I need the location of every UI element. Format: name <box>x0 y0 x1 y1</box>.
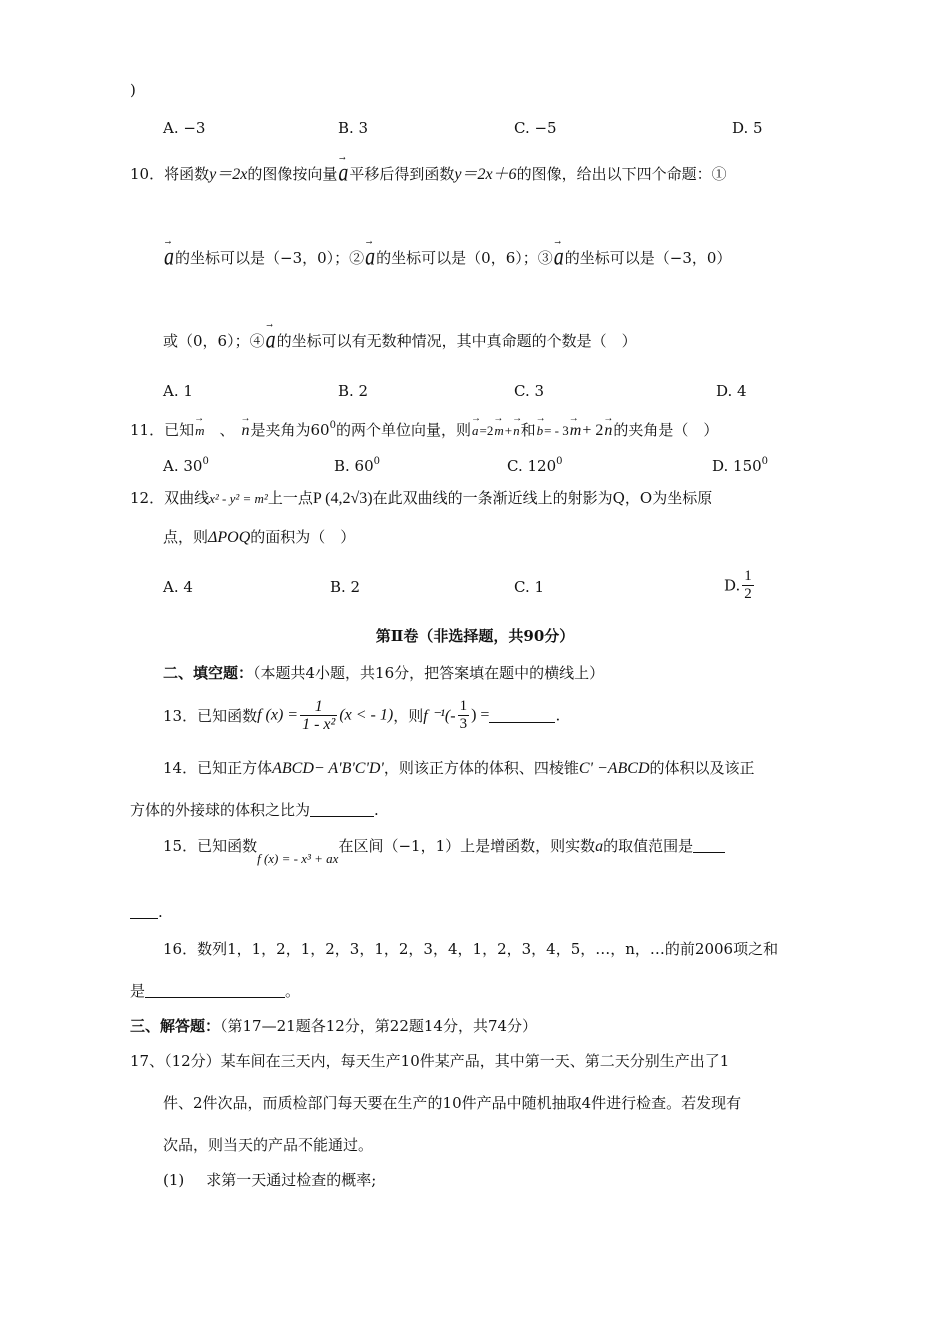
q9-paren: ) <box>130 81 136 99</box>
q14-text: ，则该正方体的体积、四棱锥 <box>383 759 579 777</box>
q11-text: 是夹角为60 <box>250 421 330 439</box>
q13-text: ，则 <box>393 707 424 725</box>
q10-text: 的坐标可以有无数种情况，其中真命题的个数是（ ） <box>276 332 637 350</box>
q11-expr: = - 3 <box>544 423 569 438</box>
q14-line1 <box>163 758 755 779</box>
q10-text: 的图像按向量 <box>247 165 338 183</box>
q10-option-c: C. 3 <box>514 382 545 400</box>
q12-text: 的面积为（ ） <box>250 528 356 546</box>
q10-func2: y＝2x＋6 <box>454 166 517 183</box>
vector-a: → a <box>266 328 276 353</box>
q16-end: 。 <box>285 982 301 1000</box>
q12-number: 12．双曲线 <box>130 489 210 507</box>
section2-label: 二、填空题： <box>163 664 254 682</box>
q10-text: 平移后得到函数 <box>349 165 455 183</box>
hyperbola-equation: x² - y² = m² <box>209 491 268 506</box>
q10-number: 10．将函数 <box>130 165 210 183</box>
q16-text: 是 <box>130 982 146 1000</box>
q10-line1 <box>130 159 727 187</box>
triangle-poq: ΔPOQ <box>208 529 251 546</box>
q10-text: 或（0，6）；④ <box>163 332 265 350</box>
q11-option-d <box>712 452 768 476</box>
q11-expr: =2 <box>479 423 494 438</box>
q13-line <box>163 698 560 733</box>
vector-a: → a <box>472 421 479 441</box>
q10-text: 的坐标可以是（−3，0）；② <box>175 249 365 267</box>
q12-option-d-label: D. <box>724 576 741 595</box>
q12-option-d <box>724 568 756 603</box>
q16-line2 <box>130 981 300 1001</box>
degree-mark: 0 <box>761 456 769 467</box>
q15-text: 在区间（−1，1）上是增函数，则实数 <box>338 837 596 855</box>
q14-line2 <box>130 800 379 820</box>
degree-mark: 0 <box>556 456 563 467</box>
point-p: P (4,2√3) <box>312 490 373 507</box>
fraction-one-third <box>458 698 470 733</box>
vector-m: → m <box>494 421 503 441</box>
vector-a: → a <box>365 245 375 270</box>
q15-function: f (x) = - x³ + ax <box>257 851 339 866</box>
vector-b: → b <box>537 421 544 441</box>
q11-option-c-text: C. 120 <box>507 457 557 475</box>
q9-option-c: C. −5 <box>514 119 557 137</box>
fraction-numerator: 1 <box>300 698 337 716</box>
q10-option-b: B. 2 <box>338 382 369 400</box>
q12-text: 在此双曲线的一条渐近线上的射影为Q，O为坐标原 <box>372 489 713 507</box>
vector-a: → a <box>164 245 174 270</box>
answer-blank[interactable] <box>310 802 374 817</box>
q11-sep: 、 <box>219 421 235 439</box>
vector-m: → m <box>570 421 582 441</box>
vector-a: → a <box>554 245 564 270</box>
q11-option-b-text: B. 60 <box>334 457 374 475</box>
answer-blank[interactable] <box>145 983 285 998</box>
q14-text: 的体积以及该正 <box>649 759 755 777</box>
inverse-function: f ⁻¹(- <box>423 707 456 725</box>
vector-n: → n <box>242 421 250 441</box>
q12-line2 <box>163 527 355 548</box>
q11-option-a-text: A. 30 <box>163 457 203 475</box>
part2-title: 第Ⅱ卷（非选择题，共90分） <box>375 627 575 645</box>
cube-notation: ABCD− A'B'C'D' <box>272 760 384 777</box>
fraction-numerator: 1 <box>459 698 468 714</box>
q12-text: 点，则 <box>163 528 209 546</box>
q15-line2 <box>130 902 163 922</box>
vector-n: → n <box>604 421 612 441</box>
vector-m: → m <box>195 421 204 441</box>
section2-note: （本题共4小题，共16分，把答案填在题中的横线上） <box>253 664 605 682</box>
q13-number: 13．已知函数 <box>163 707 258 725</box>
vector-a: → a <box>338 161 348 186</box>
q10-text: 的坐标可以是（0，6）；③ <box>376 249 553 267</box>
q17-sub1-number: (1) <box>163 1171 185 1189</box>
q15-end: . <box>158 903 163 921</box>
q12-line1 <box>130 488 712 509</box>
q13-fraction <box>300 698 337 733</box>
section2-heading <box>163 663 604 683</box>
q10-text: 的图像，给出以下四个命题：① <box>516 165 727 183</box>
q10-text: 的坐标可以是（−3，0） <box>564 249 732 267</box>
answer-blank[interactable] <box>693 838 725 853</box>
q15-line1 <box>163 836 725 866</box>
degree-mark: 0 <box>329 420 336 431</box>
fraction-denominator: 3 <box>459 716 468 732</box>
q11-number: 11．已知 <box>130 421 195 439</box>
q13-end: . <box>555 706 561 725</box>
q11-expr: + <box>504 423 513 438</box>
q10-func1: y＝2x <box>209 166 248 183</box>
q11-expr: + 2 <box>582 422 604 439</box>
degree-mark: 0 <box>373 456 381 467</box>
pyramid-notation: C' −ABCD <box>578 760 650 777</box>
q14-text: 方体的外接球的体积之比为 <box>130 801 311 819</box>
q11-line1 <box>130 416 718 441</box>
q15-number: 15．已知函数 <box>163 837 258 855</box>
q11-option-b <box>334 452 380 476</box>
q12-option-a: A. 4 <box>163 578 193 596</box>
q13-close: ) = <box>471 706 490 724</box>
section3-note: （第17—21题各12分，第22题14分，共74分） <box>220 1017 538 1035</box>
vector-n: → n <box>513 421 520 441</box>
q11-text: 的两个单位向量，则 <box>335 421 471 439</box>
q14-number: 14．已知正方体 <box>163 759 273 777</box>
q9-option-b: B. 3 <box>338 119 369 137</box>
q12-option-b: B. 2 <box>330 578 361 596</box>
q11-text: 的夹角是（ ） <box>613 421 719 439</box>
q17-line2: 件、2件次品，而质检部门每天要在生产的10件产品中随机抽取4件进行检查。若发现有 <box>163 1094 742 1112</box>
q13-function: f (x) = <box>257 706 299 724</box>
q9-option-a: A. −3 <box>163 119 206 137</box>
q12-option-c: C. 1 <box>514 578 545 596</box>
q10-option-a: A. 1 <box>163 382 193 400</box>
fraction-denominator: 1 - x² <box>302 716 336 733</box>
q12-text: 上一点 <box>267 489 313 507</box>
q9-option-d: D. 5 <box>732 119 763 137</box>
q10-line2 <box>163 243 732 271</box>
fraction-numerator: 1 <box>744 568 752 584</box>
fraction-one-half <box>742 568 754 603</box>
q14-end: . <box>374 801 379 819</box>
q11-option-d-text: D. 150 <box>712 457 762 475</box>
section3-heading <box>130 1016 537 1036</box>
q11-option-a <box>163 452 209 476</box>
q17-line3: 次品，则当天的产品不能通过。 <box>163 1136 374 1154</box>
variable-a: a <box>595 838 604 855</box>
answer-blank[interactable] <box>130 904 158 919</box>
section3-label: 三、解答题： <box>130 1017 221 1035</box>
answer-blank[interactable] <box>489 708 555 723</box>
q11-text: 和 <box>520 421 536 439</box>
q10-line3 <box>163 326 637 354</box>
q11-option-c <box>507 452 562 476</box>
q10-option-d: D. 4 <box>716 382 747 400</box>
q17-sub1 <box>163 1170 376 1190</box>
q16-line1: 16．数列1，1，2，1，2，3，1，2，3，4，1，2，3，4，5，…，n，…的前2006项之和 <box>163 940 779 958</box>
q15-text: 的取值范围是 <box>603 837 694 855</box>
q17-line1: 17、（12分）某车间在三天内，每天生产10件某产品，其中第一天、第二天分别生产出了1 <box>130 1052 730 1070</box>
q17-sub1-text: 求第一天通过检查的概率; <box>206 1171 377 1189</box>
q13-condition: (x < - 1) <box>339 706 394 724</box>
degree-mark: 0 <box>202 456 209 467</box>
fraction-denominator: 2 <box>744 586 752 602</box>
